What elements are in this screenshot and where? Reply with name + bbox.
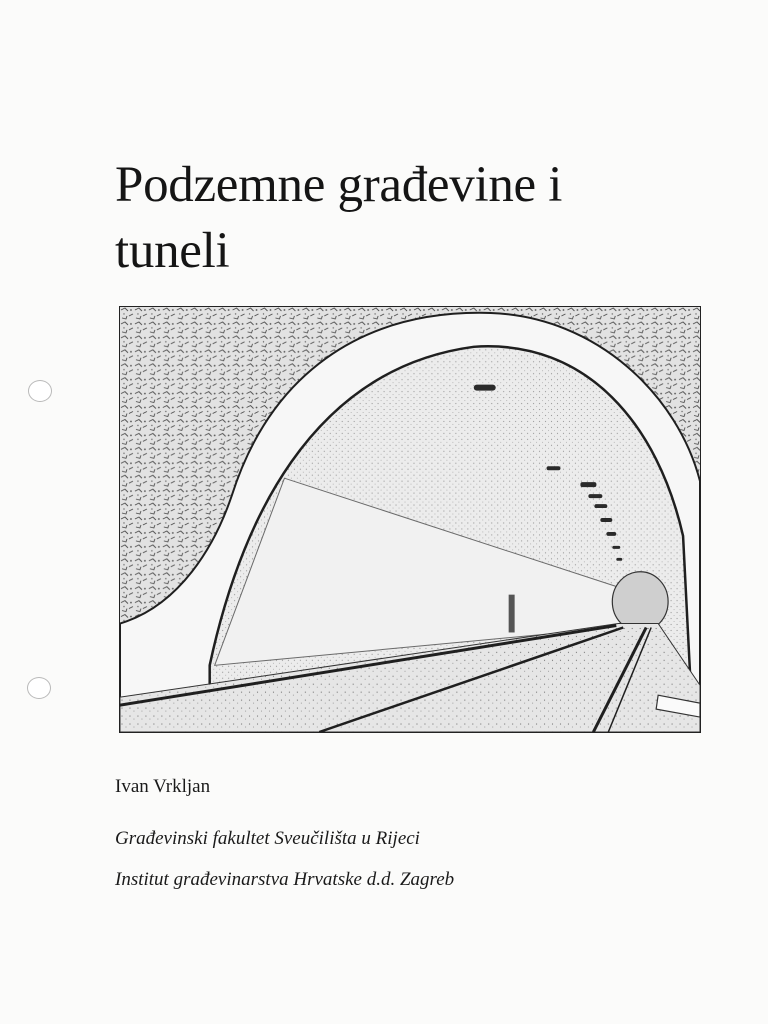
- affiliation-university: Građevinski fakultet Sveučilišta u Rijeci: [115, 828, 420, 849]
- punch-hole-top: [28, 380, 52, 402]
- page-title: [115, 152, 715, 284]
- title-line-2: tuneli: [115, 223, 230, 279]
- wall-post: [509, 595, 515, 633]
- affiliation-institute: Institut građevinarstva Hrvatske d.d. Zagreb: [115, 869, 455, 890]
- title-line-1: Podzemne građevine i: [115, 157, 563, 213]
- punch-hole-bottom: [27, 677, 51, 699]
- tunnel-illustration: [119, 306, 701, 733]
- tunnel-far-end: [612, 572, 668, 632]
- author-name: Ivan Vrkljan: [115, 776, 211, 797]
